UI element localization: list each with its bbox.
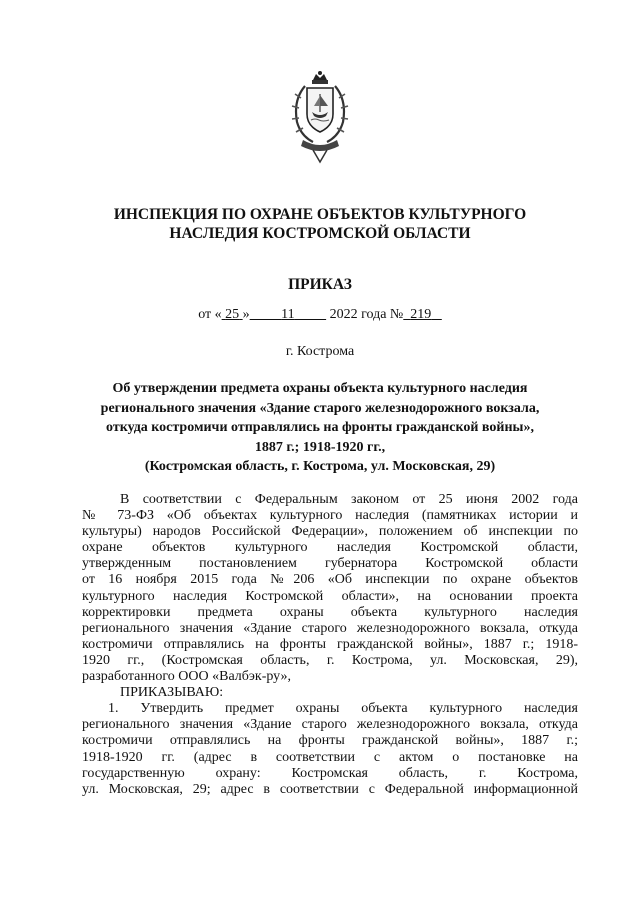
- body-line: 1918-1920 гг. (адрес в соответствии с актом о постановке на: [82, 749, 578, 765]
- body-line: 1920 гг., (Костромская область, г. Кострома, ул. Московская, 29),: [82, 652, 578, 668]
- body-line: корректировки предмета охраны объекта культурного наследия: [82, 604, 578, 620]
- date-month: 11: [281, 307, 295, 322]
- date-year: 2022 года №: [329, 307, 404, 322]
- body-line: охране объектов культурного наследия Костромской области,: [82, 540, 578, 556]
- body-line: № 73-ФЗ «Об объектах культурного наследия (памятниках истории и: [82, 508, 578, 524]
- body-line: регионального значения «Здание старого железнодорожного вокзала, откуда: [82, 717, 578, 733]
- heading-line: откуда костромичи отправлялись на фронты гражданской войны»,: [106, 420, 534, 435]
- agency-name-line: ИНСПЕКЦИЯ ПО ОХРАНЕ ОБЪЕКТОВ КУЛЬТУРНОГО: [113, 206, 527, 223]
- body-line: культуры) народов Российской Федерации», положением об инспекции по: [82, 524, 578, 540]
- coat-of-arms-icon: [283, 70, 357, 164]
- heading-line: Об утверждении предмета охраны объекта культурного наследия: [112, 381, 528, 396]
- body-line: разработанного ООО «Валбэк-ру»,: [82, 669, 292, 685]
- date-quote: »: [242, 307, 250, 322]
- body-line: костромичи отправлялись на фронты гражданской войны», 1887 г.;: [82, 733, 578, 749]
- heading-line: регионального значения «Здание старого железнодорожного вокзала,: [100, 400, 540, 416]
- order-body: [82, 492, 578, 798]
- order-command: ПРИКАЗЫВАЮ:: [120, 685, 224, 701]
- date-prefix: от «: [198, 307, 222, 322]
- heading-line: 1887 г.; 1918-1920 гг.,: [254, 439, 386, 455]
- city: г. Кострома: [285, 344, 355, 359]
- body-line: от 16 ноября 2015 года №206 «Об инспекции по охране объектов: [82, 572, 578, 588]
- body-line: регионального значения «Здание старого железнодорожного вокзала, откуда: [82, 620, 578, 636]
- body-line: государственную охрану: Костромская область, г. Кострома,: [82, 765, 578, 781]
- body-line: ул. Московская, 29; адрес в соответствии с Федеральной информационной: [82, 781, 578, 797]
- heading-line: (Костромская область, г. Кострома, ул. Московская, 29): [144, 459, 496, 474]
- document-type: ПРИКАЗ: [288, 276, 352, 293]
- agency-name-line: НАСЛЕДИЯ КОСТРОМСКОЙ ОБЛАСТИ: [169, 225, 471, 242]
- order-number: 219: [410, 307, 432, 322]
- order-date-number: [60, 306, 580, 324]
- body-line: В соответствии с Федеральным законом от 25 июня 2002 года: [120, 492, 578, 507]
- agency-name: [60, 205, 580, 243]
- order-heading: [82, 379, 558, 477]
- body-line: культурного наследия Костромской области», на основании проекта: [82, 588, 578, 604]
- body-line: костромичи отправлялись на фронты гражданской войны», 1887 г.; 1918-: [82, 636, 578, 652]
- clause-1-line: 1. Утвердить предмет охраны объекта культурного наследия: [108, 701, 578, 717]
- date-day: 25: [225, 307, 240, 322]
- body-line: утвержденным постановлением губернатора Костромской области: [82, 556, 578, 572]
